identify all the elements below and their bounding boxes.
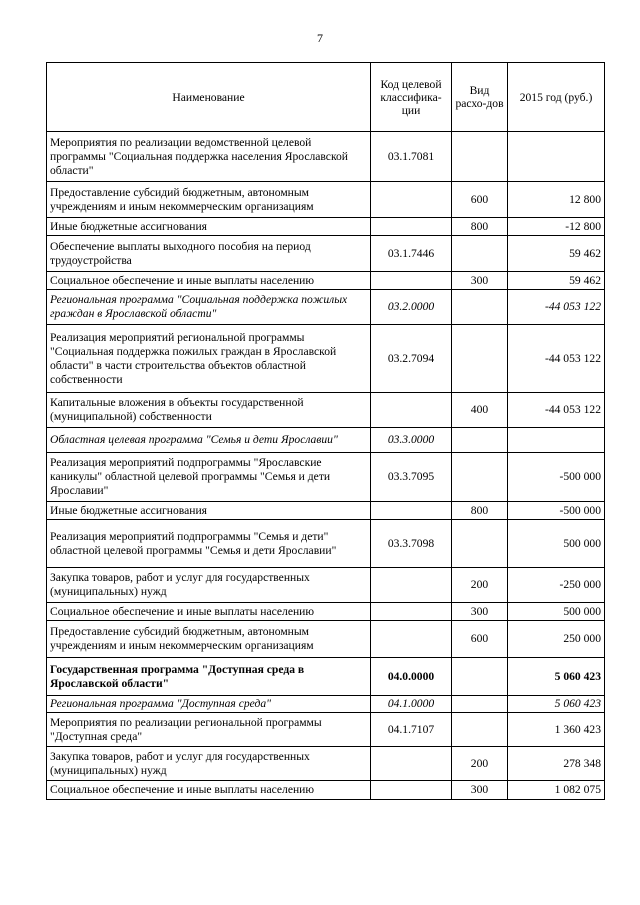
cell-code: 03.3.0000 xyxy=(371,428,452,453)
cell-amount: 1 360 423 xyxy=(508,713,605,747)
cell-name: Реализация мероприятий подпрограммы "Семья и дети" областной целевой программы "Семья и дети Ярославии" xyxy=(47,520,371,568)
table-row xyxy=(47,713,605,747)
cell-kind: 200 xyxy=(452,568,508,603)
cell-code xyxy=(371,781,452,800)
cell-amount: 250 000 xyxy=(508,621,605,658)
cell-code: 04.1.7107 xyxy=(371,713,452,747)
cell-amount: 5 060 423 xyxy=(508,696,605,713)
cell-kind: 400 xyxy=(452,393,508,428)
table-row xyxy=(47,453,605,502)
table-row xyxy=(47,781,605,800)
cell-amount: 500 000 xyxy=(508,603,605,621)
table-row xyxy=(47,568,605,603)
cell-amount: -500 000 xyxy=(508,502,605,520)
cell-kind xyxy=(452,696,508,713)
cell-amount: 59 462 xyxy=(508,236,605,272)
cell-kind: 300 xyxy=(452,781,508,800)
cell-code: 04.1.0000 xyxy=(371,696,452,713)
cell-code: 03.3.7098 xyxy=(371,520,452,568)
table-row xyxy=(47,218,605,236)
cell-code: 03.3.7095 xyxy=(371,453,452,502)
cell-code xyxy=(371,603,452,621)
cell-amount: 59 462 xyxy=(508,272,605,290)
cell-kind xyxy=(452,428,508,453)
cell-amount: 12 800 xyxy=(508,182,605,218)
cell-amount: -44 053 122 xyxy=(508,325,605,393)
cell-code: 03.1.7446 xyxy=(371,236,452,272)
cell-amount xyxy=(508,428,605,453)
cell-code: 04.0.0000 xyxy=(371,658,452,696)
cell-kind xyxy=(452,236,508,272)
cell-code: 03.1.7081 xyxy=(371,132,452,182)
cell-name: Предоставление субсидий бюджетным, автономным учреждениям и иным некоммерческим организациям xyxy=(47,621,371,658)
cell-kind xyxy=(452,520,508,568)
table-header-row xyxy=(47,63,605,132)
table-row xyxy=(47,182,605,218)
cell-name: Иные бюджетные ассигнования xyxy=(47,502,371,520)
cell-code: 03.2.7094 xyxy=(371,325,452,393)
cell-kind: 600 xyxy=(452,182,508,218)
table-row xyxy=(47,658,605,696)
cell-code xyxy=(371,502,452,520)
cell-name: Реализация мероприятий региональной программы "Социальная поддержка пожилых граждан в Ярославской области" в части строительства объектов областной собственности xyxy=(47,325,371,393)
cell-name: Областная целевая программа "Семья и дети Ярославии" xyxy=(47,428,371,453)
cell-kind: 300 xyxy=(452,272,508,290)
table-row xyxy=(47,520,605,568)
cell-code xyxy=(371,272,452,290)
cell-amount: -12 800 xyxy=(508,218,605,236)
cell-kind xyxy=(452,658,508,696)
cell-name: Иные бюджетные ассигнования xyxy=(47,218,371,236)
cell-name: Социальное обеспечение и иные выплаты населению xyxy=(47,272,371,290)
cell-name: Региональная программа "Доступная среда" xyxy=(47,696,371,713)
cell-amount: 278 348 xyxy=(508,747,605,781)
cell-kind: 800 xyxy=(452,218,508,236)
cell-name: Региональная программа "Социальная поддержка пожилых граждан в Ярославской области" xyxy=(47,290,371,325)
cell-name: Государственная программа "Доступная среда в Ярославской области" xyxy=(47,658,371,696)
cell-code xyxy=(371,182,452,218)
cell-code xyxy=(371,218,452,236)
cell-name: Обеспечение выплаты выходного пособия на период трудоустройства xyxy=(47,236,371,272)
cell-amount: -500 000 xyxy=(508,453,605,502)
cell-kind xyxy=(452,132,508,182)
cell-code xyxy=(371,747,452,781)
page-number: 7 xyxy=(317,31,323,45)
cell-kind: 300 xyxy=(452,603,508,621)
table-row xyxy=(47,428,605,453)
cell-name: Капитальные вложения в объекты государственной (муниципальной) собственности xyxy=(47,393,371,428)
cell-name: Социальное обеспечение и иные выплаты населению xyxy=(47,603,371,621)
cell-name: Реализация мероприятий подпрограммы "Ярославские каникулы" областной целевой программы "Семья и дети Ярославии" xyxy=(47,453,371,502)
table-row xyxy=(47,621,605,658)
header-amount: 2015 год (руб.) xyxy=(508,63,605,132)
table-row xyxy=(47,747,605,781)
table-row xyxy=(47,603,605,621)
table-row xyxy=(47,272,605,290)
cell-name: Социальное обеспечение и иные выплаты населению xyxy=(47,781,371,800)
cell-kind xyxy=(452,453,508,502)
cell-amount: 1 082 075 xyxy=(508,781,605,800)
cell-amount: -44 053 122 xyxy=(508,393,605,428)
cell-kind xyxy=(452,325,508,393)
cell-name: Мероприятия по реализации региональной программы "Доступная среда" xyxy=(47,713,371,747)
table-row xyxy=(47,325,605,393)
cell-code xyxy=(371,393,452,428)
cell-name: Закупка товаров, работ и услуг для государственных (муниципальных) нужд xyxy=(47,568,371,603)
header-kind: Вид расхо-дов xyxy=(452,63,508,132)
table-row xyxy=(47,502,605,520)
table-row xyxy=(47,393,605,428)
cell-code: 03.2.0000 xyxy=(371,290,452,325)
table-row xyxy=(47,696,605,713)
cell-amount: -250 000 xyxy=(508,568,605,603)
cell-amount xyxy=(508,132,605,182)
cell-kind: 600 xyxy=(452,621,508,658)
table-body xyxy=(47,132,605,800)
cell-name: Предоставление субсидий бюджетным, автономным учреждениям и иным некоммерческим организациям xyxy=(47,182,371,218)
header-code: Код целевой классифика-ции xyxy=(371,63,452,132)
header-name: Наименование xyxy=(47,63,371,132)
cell-amount: 5 060 423 xyxy=(508,658,605,696)
cell-kind: 200 xyxy=(452,747,508,781)
cell-name: Мероприятия по реализации ведомственной целевой программы "Социальная поддержка населения Ярославской области" xyxy=(47,132,371,182)
cell-amount: 500 000 xyxy=(508,520,605,568)
cell-kind: 800 xyxy=(452,502,508,520)
cell-amount: -44 053 122 xyxy=(508,290,605,325)
cell-name: Закупка товаров, работ и услуг для государственных (муниципальных) нужд xyxy=(47,747,371,781)
table-row xyxy=(47,236,605,272)
table-row xyxy=(47,290,605,325)
cell-code xyxy=(371,621,452,658)
budget-table xyxy=(46,62,605,800)
table-row xyxy=(47,132,605,182)
cell-kind xyxy=(452,713,508,747)
cell-kind xyxy=(452,290,508,325)
cell-code xyxy=(371,568,452,603)
